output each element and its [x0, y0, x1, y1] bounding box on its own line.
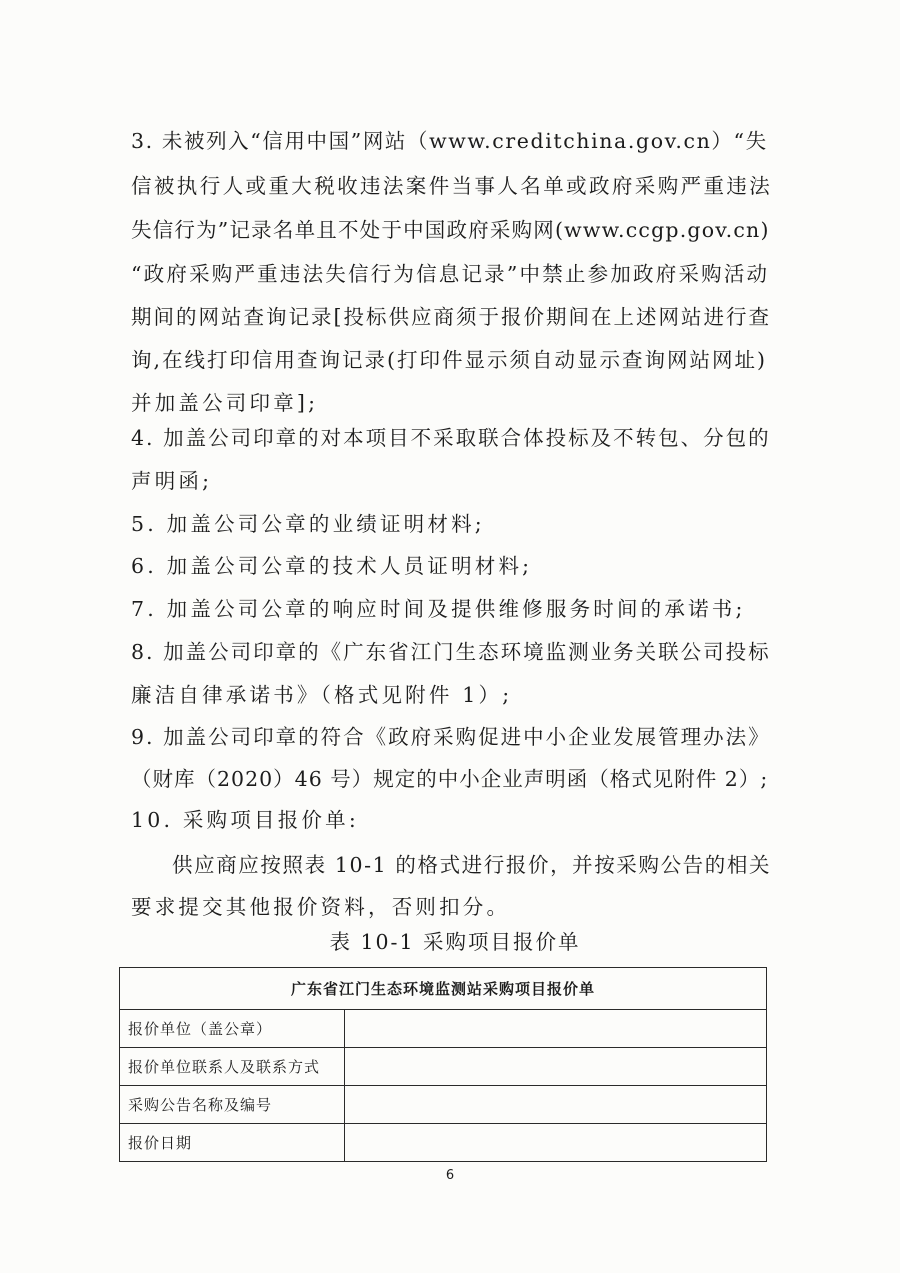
page-number: 6 — [445, 1168, 455, 1183]
row-label-quote-date: 报价日期 — [120, 1124, 345, 1162]
paragraph-line-13: 8. 加盖公司印章的《广东省江门生态环境监测业务关联公司投标 — [131, 640, 771, 664]
table-row — [120, 1010, 767, 1048]
paragraph-line-9: 声明函; — [131, 469, 213, 493]
table-row — [120, 1086, 767, 1124]
row-value-contact — [345, 1048, 767, 1086]
table-caption: 表 10-1 采购项目报价单 — [329, 930, 581, 954]
paragraph-line-1: 3. 未被列入“信用中国”网站（www.creditchina.gov.cn）“失 — [131, 129, 768, 153]
paragraph-line-7: 并加盖公司印章]; — [131, 391, 319, 415]
table-header: 广东省江门生态环境监测站采购项目报价单 — [120, 968, 767, 1010]
row-value-notice-name — [345, 1086, 767, 1124]
paragraph-line-12: 7. 加盖公司公章的响应时间及提供维修服务时间的承诺书; — [131, 597, 746, 621]
row-label-notice-name: 采购公告名称及编号 — [120, 1086, 345, 1124]
paragraph-line-17: 10. 采购项目报价单: — [131, 808, 359, 832]
table-row — [120, 1048, 767, 1086]
paragraph-line-14: 廉洁自律承诺书》（格式见附件 1）; — [131, 683, 513, 707]
row-label-contact: 报价单位联系人及联系方式 — [120, 1048, 345, 1086]
row-label-quoting-unit: 报价单位（盖公章） — [120, 1010, 345, 1048]
paragraph-line-4: “政府采购严重违法失信行为信息记录”中禁止参加政府采购活动 — [131, 262, 770, 286]
paragraph-line-3: 失信行为”记录名单且不处于中国政府采购网(www.ccgp.gov.cn) — [131, 218, 770, 242]
paragraph-line-6: 询,在线打印信用查询记录(打印件显示须自动显示查询网站网址) — [131, 348, 768, 372]
paragraph-line-16: （财库（2020）46 号）规定的中小企业声明函（格式见附件 2）; — [131, 767, 769, 791]
paragraph-line-8: 4. 加盖公司印章的对本项目不采取联合体投标及不转包、分包的 — [131, 426, 771, 450]
paragraph-line-11: 6. 加盖公司公章的技术人员证明材料; — [131, 554, 533, 578]
paragraph-line-2: 信被执行人或重大税收违法案件当事人名单或政府采购严重违法 — [131, 174, 773, 198]
quotation-table — [119, 967, 767, 1162]
paragraph-line-5: 期间的网站查询记录[投标供应商须于报价期间在上述网站进行查 — [131, 305, 771, 329]
paragraph-line-10: 5. 加盖公司公章的业绩证明材料; — [131, 512, 485, 536]
table-row — [120, 1124, 767, 1162]
paragraph-line-15: 9. 加盖公司印章的符合《政府采购促进中小企业发展管理办法》 — [131, 725, 771, 749]
row-value-quote-date — [345, 1124, 767, 1162]
paragraph-line-19: 要求提交其他报价资料，否则扣分。 — [131, 895, 511, 919]
paragraph-line-18: 供应商应按照表 10-1 的格式进行报价，并按采购公告的相关 — [172, 853, 772, 877]
row-value-quoting-unit — [345, 1010, 767, 1048]
